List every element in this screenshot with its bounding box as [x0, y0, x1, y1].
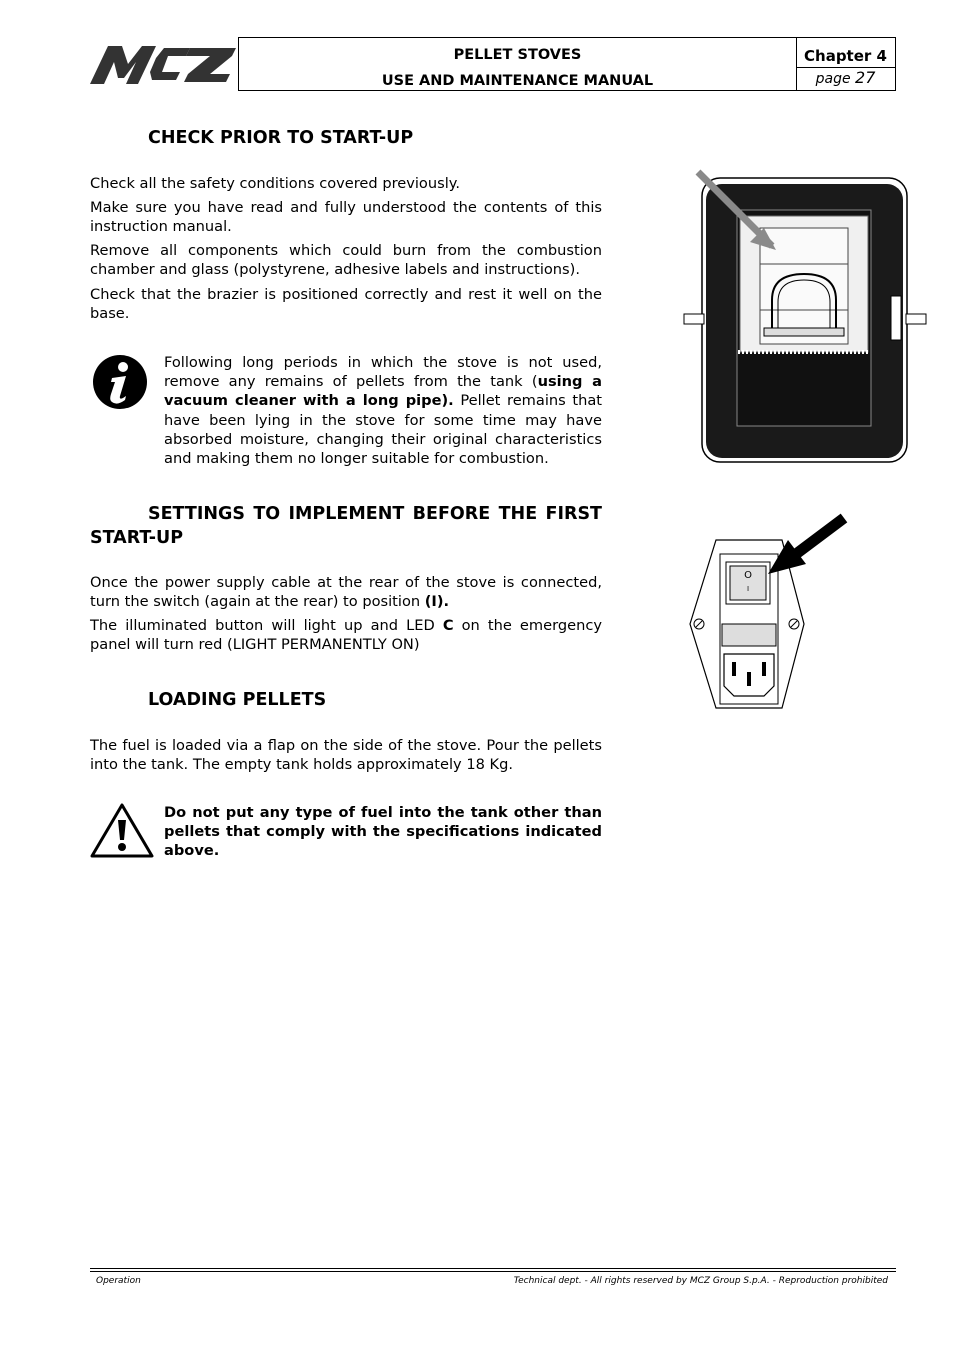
s1-paragraph-4: Check that the brazier is positioned correctly and rest it well on the base. [90, 286, 602, 323]
s1-paragraph-2: Make sure you have read and fully understood the contents of this instruction manual. [90, 199, 602, 236]
footer-rule-bottom [90, 1271, 896, 1272]
heading-loading-pellets: LOADING PELLETS [148, 690, 327, 710]
info-icon [92, 354, 148, 410]
page-value: 27 [855, 68, 876, 87]
mcz-logo [90, 42, 236, 88]
footer-right: Technical dept. - All rights reserved by MCZ Group S.p.A. - Reproduction prohibited [513, 1276, 888, 1286]
page-number [796, 68, 895, 87]
switch-off-symbol: O [744, 570, 752, 581]
heading-settings-line2: START-UP [90, 528, 184, 548]
chapter-label: Chapter 4 [796, 38, 895, 68]
s1-paragraph-3: Remove all components which could burn from the combustion chamber and glass (polystyrene, adhesive labels and instructions). [90, 242, 602, 279]
warning-icon [90, 802, 154, 858]
heading-check-prior: CHECK PRIOR TO START-UP [148, 128, 414, 148]
s2-p2-text-b: on the emergency panel will turn red (LIGHT PERMANENTLY ON) [90, 617, 602, 654]
info-note-text-a: Following long periods in which the stove is not used, remove any remains of pellets from the tank ( [164, 354, 602, 391]
s2-p2-bold: C [442, 617, 454, 634]
footer-left: Operation [96, 1276, 141, 1286]
header-box [238, 37, 896, 91]
switch-on-symbol: I [746, 585, 750, 593]
logo-text: MCZ [90, 42, 93, 43]
s2-p1-bold: (I). [424, 593, 450, 611]
info-note-bold: using a vacuum cleaner with a long pipe). [164, 373, 603, 410]
s3-paragraph-1: The fuel is loaded via a flap on the side of the stove. Pour the pellets into the tank. The empty tank holds approximately 18 Kg. [90, 737, 602, 774]
s1-paragraph-1: Check all the safety conditions covered previously. [90, 175, 460, 192]
header-chapter-cell [796, 38, 895, 90]
power-switch-figure [684, 512, 850, 712]
header-title-line1: PELLET STOVES [453, 47, 582, 63]
header-title-line2: USE AND MAINTENANCE MANUAL [381, 73, 654, 89]
s2-p1-text: Once the power supply cable at the rear of the stove is connected, turn the switch (again at the rear) to position [90, 574, 602, 611]
s2-paragraph-2 [90, 616, 602, 654]
info-note-text-b: Pellet remains that have been lying in the stove for some time may have absorbed moisture, changing their original characteristics and making them no longer suitable for combustion. [164, 392, 602, 468]
s2-paragraph-1 [90, 573, 602, 611]
warning-note-text: Do not put any type of fuel into the tank other than pellets that comply with the specifications indicated above. [164, 804, 602, 860]
stove-front-figure [680, 168, 930, 464]
info-note-text [164, 353, 602, 468]
heading-settings-line1: SETTINGS TO IMPLEMENT BEFORE THE FIRST [148, 504, 602, 524]
footer-rule-top [90, 1268, 896, 1269]
s2-p2-text-a: The illuminated button will light up and LED [90, 617, 443, 634]
page-label: page [815, 71, 851, 87]
header-title-cell [239, 38, 797, 90]
